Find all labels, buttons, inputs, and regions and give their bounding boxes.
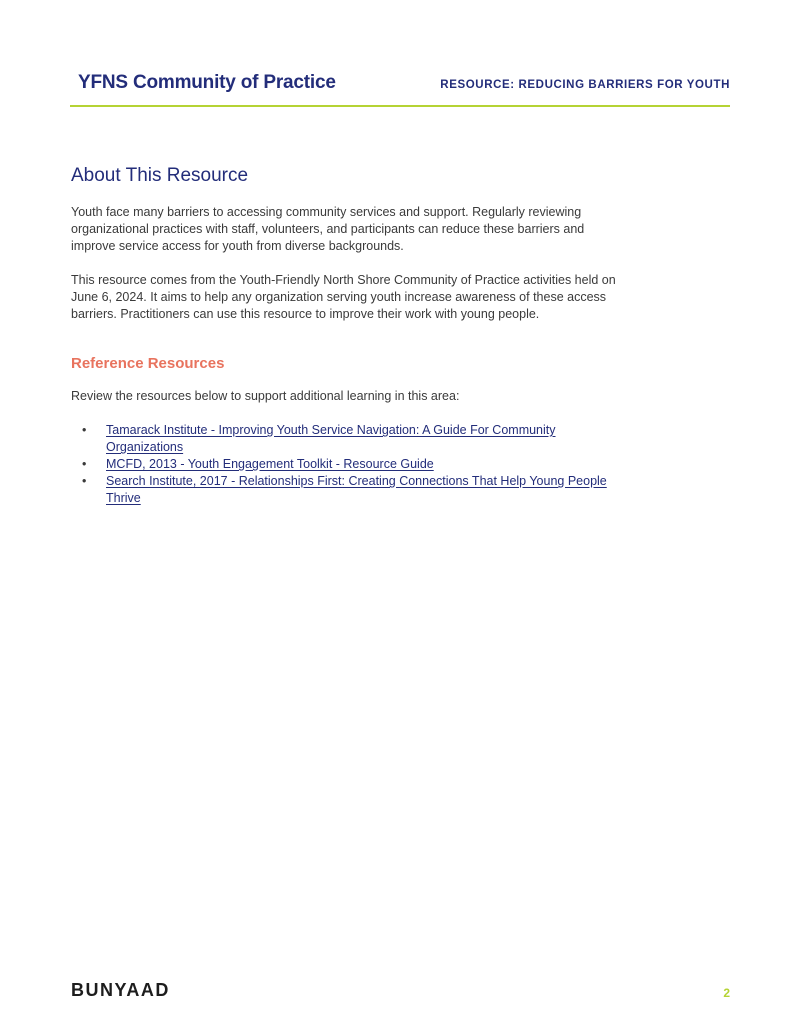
references-section bbox=[71, 353, 631, 507]
page-number: 2 bbox=[723, 986, 730, 1000]
bullet-icon: • bbox=[82, 423, 87, 437]
list-item bbox=[71, 422, 631, 456]
main-content bbox=[71, 162, 631, 507]
list-item bbox=[71, 473, 631, 507]
references-list bbox=[71, 422, 631, 507]
bunyaad-logo: BUNYAAD bbox=[71, 980, 170, 1000]
bullet-icon: • bbox=[82, 474, 87, 488]
about-paragraph-2: This resource comes from the Youth-Friendly North Shore Community of Practice activities held on June 6, 2024. It aims to help any organization serving youth increase awareness of these access barriers. Practitioners can use this resource to improve their work with young people. bbox=[71, 273, 616, 321]
reference-link-search-institute[interactable]: Search Institute, 2017 - Relationships First: Creating Connections That Help Young People Thrive bbox=[106, 474, 607, 505]
header-divider bbox=[70, 105, 730, 107]
about-section bbox=[71, 162, 631, 323]
page-header bbox=[70, 66, 730, 108]
header-title: YFNS Community of Practice bbox=[78, 72, 336, 93]
reference-link-tamarack[interactable]: Tamarack Institute - Improving Youth Service Navigation: A Guide For Community Organizations bbox=[106, 423, 556, 454]
references-intro: Review the resources below to support additional learning in this area: bbox=[71, 389, 460, 403]
list-item bbox=[71, 456, 631, 473]
about-paragraph-1: Youth face many barriers to accessing community services and support. Regularly reviewing organizational practices with staff, volunteers, and participants can reduce these barriers and improve service access for youth from diverse backgrounds. bbox=[71, 205, 585, 253]
reference-link-mcfd[interactable]: MCFD, 2013 - Youth Engagement Toolkit - Resource Guide bbox=[106, 457, 434, 471]
bullet-icon: • bbox=[82, 457, 87, 471]
header-subtitle: RESOURCE: REDUCING BARRIERS FOR YOUTH bbox=[440, 79, 730, 91]
about-heading: About This Resource bbox=[71, 165, 249, 186]
references-heading: Reference Resources bbox=[71, 355, 225, 372]
